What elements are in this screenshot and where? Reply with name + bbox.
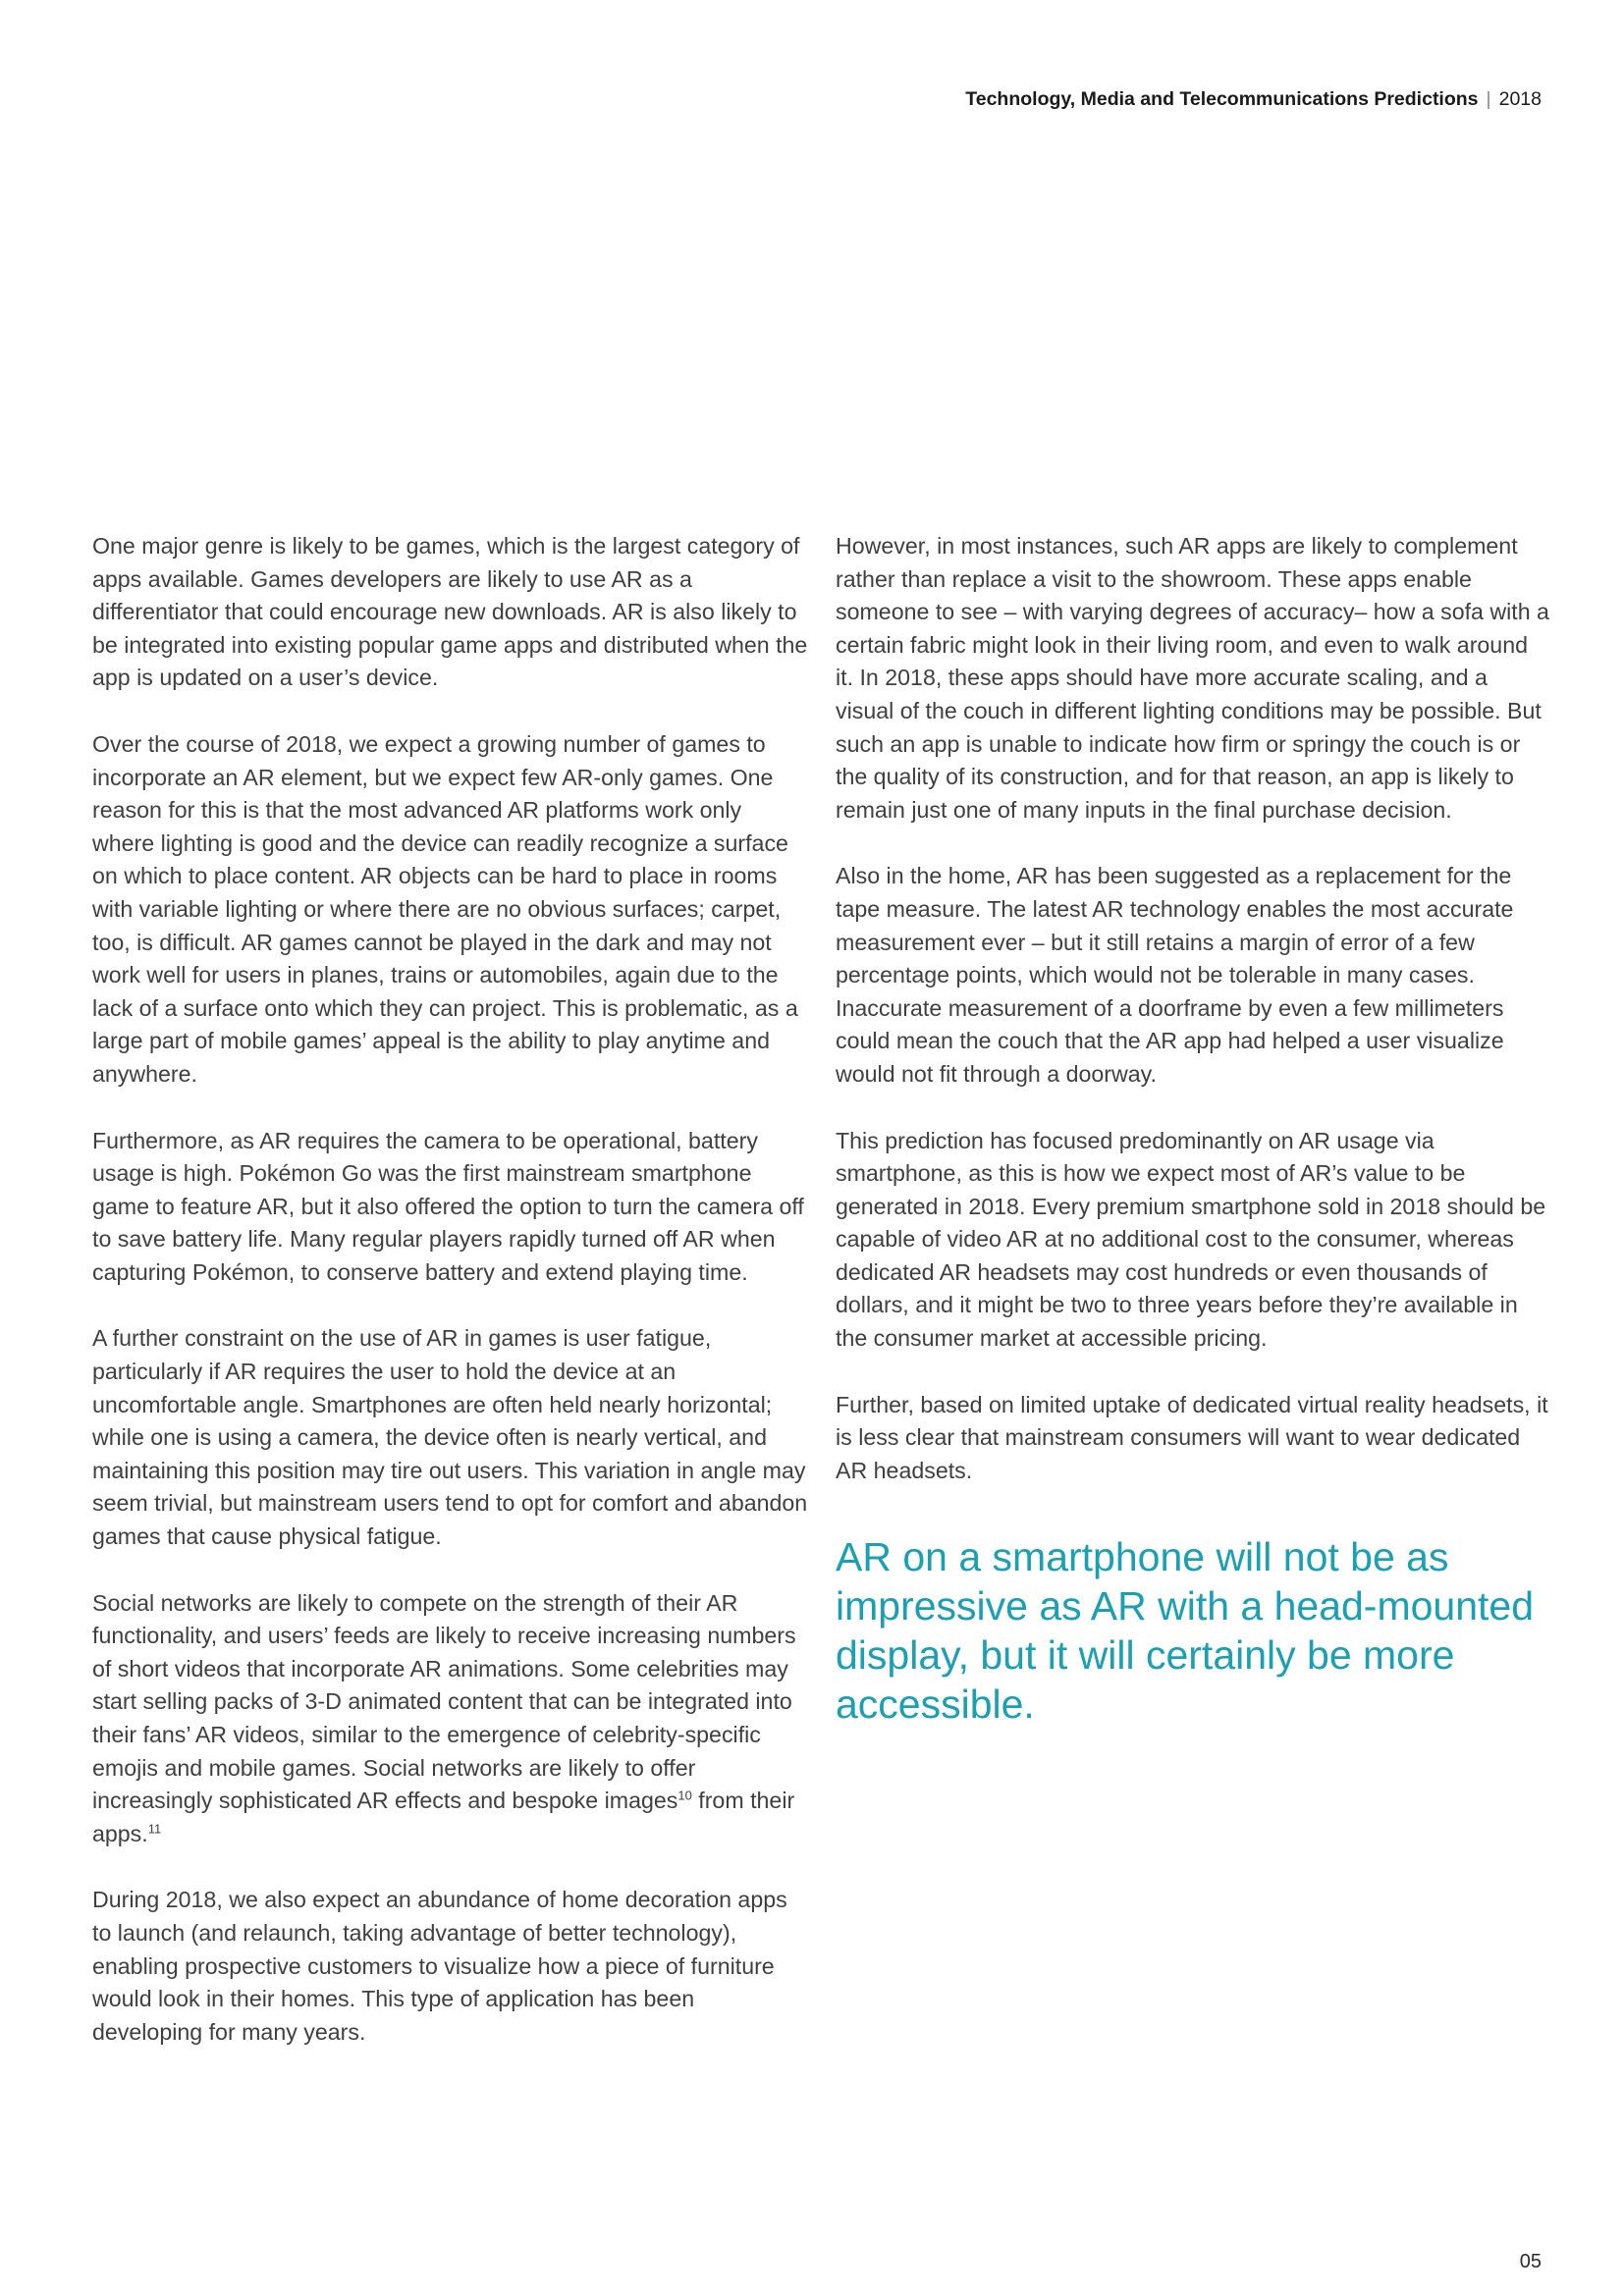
header-year: 2018 xyxy=(1498,88,1542,110)
header-separator: | xyxy=(1486,88,1491,110)
paragraph-home-decoration: During 2018, we also expect an abundance of home decoration apps to launch (and relaunch, taking advantage of better technology), enabling prospective customers to visualize how a piece of furniture would look in their homes. This type of application has been developing for many years. xyxy=(92,1887,787,2045)
paragraph-showroom: However, in most instances, such AR apps are likely to complement rather than replace a visit to the showroom. These apps enable someone to see – with varying degrees of accuracy– how a sofa with a certain fabric might look in their living room, and even to walk around it. In 2018, these apps should have more accurate scaling, and a visual of the couch in different lighting conditions may be possible. But such an app is unable to indicate how firm or springy the couch is or the quality of its construction, and for that reason, an app is likely to remain just one of many inputs in the final purchase decision. xyxy=(836,533,1549,823)
right-column xyxy=(836,530,1550,1729)
paragraph-smartphone-focus: This prediction has focused predominantly on AR usage via smartphone, as this is how we expect most of AR’s value to be generated in 2018. Every premium smartphone sold in 2018 should be capable of video AR at no additional cost to the consumer, whereas dedicated AR headsets may cost hundreds or even thousands of dollars, and it might be two to three years before they’re available in the consumer market at accessible pricing. xyxy=(836,1127,1546,1352)
paragraph-user-fatigue: A further constraint on the use of AR in games is user fatigue, particularly if AR requires the user to hold the device at an uncomfortable angle. Smartphones are often held nearly horizontal; while one is using a camera, the device often is nearly vertical, and maintaining this position may tire out users. This variation in angle may seem trivial, but mainstream users tend to opt for comfort and abandon games that cause physical fatigue. xyxy=(92,1325,808,1550)
running-header xyxy=(965,88,1542,111)
pull-quote: AR on a smartphone will not be as impressive as AR with a head-mounted display, but it will certainly be more accessible. xyxy=(836,1534,1535,1728)
paragraph-battery-usage: Furthermore, as AR requires the camera to be operational, battery usage is high. Pokémon Go was the first mainstream smartphone game to feature AR, but it also offered the option to turn the camera off to save battery life. Many regular players rapidly turned off AR when capturing Pokémon, to conserve battery and extend playing time. xyxy=(92,1127,804,1285)
footnote-ref-10: 10 xyxy=(677,1788,692,1803)
footnote-ref-11: 11 xyxy=(147,1821,162,1837)
page-number: 05 xyxy=(1519,2251,1542,2272)
paragraph-social-networks xyxy=(92,1587,809,1851)
paragraph-games-genre: One major genre is likely to be games, which is the largest category of apps available. Games developers are likely to use AR as a differentiator that could encourage new downloads. AR is also likely to be integrated into existing popular game apps and distributed when the app is updated on a user’s device. xyxy=(92,533,808,691)
paragraph-ar-games-2018: Over the course of 2018, we expect a growing number of games to incorporate an AR element, but we expect few AR-only games. One reason for this is that the most advanced AR platforms work only where lighting is good and the device can readily recognize a surface on which to place content. AR objects can be hard to place in rooms with variable lighting or where there are no obvious surfaces; carpet, too, is difficult. AR games cannot be played in the dark and may not work well for users in planes, trains or automobiles, again due to the lack of a surface onto which they can project. This is problematic, as a large part of mobile games’ appeal is the ability to play anytime and anywhere. xyxy=(92,730,798,1087)
social-networks-text-end: from their apps. xyxy=(92,1788,795,1846)
paragraph-tape-measure: Also in the home, AR has been suggested as a replacement for the tape measure. The latest AR technology enables the most accurate measurement ever – but it still retains a margin of error of a few percentage points, which would not be tolerable in many cases. Inaccurate measurement of a doorframe by even a few millimeters could mean the couch that the AR app had helped a user visualize would not fit through a doorway. xyxy=(836,863,1514,1087)
paragraph-headsets: Further, based on limited uptake of dedicated virtual reality headsets, it is less clear that mainstream consumers will want to wear dedicated AR headsets. xyxy=(836,1391,1548,1483)
social-networks-text: Social networks are likely to compete on the strength of their AR functionality, and users’ feeds are likely to receive increasing numbers of short videos that incorporate AR animations. Some celebrities may start selling packs of 3-D animated content that can be integrated into their fans’ AR videos, similar to the emergence of celebrity-specific emojis and mobile games. Social networks are likely to offer increasingly sophisticated AR effects and bespoke images xyxy=(92,1589,796,1814)
left-column xyxy=(92,530,809,2082)
header-title: Technology, Media and Telecommunications Predictions xyxy=(965,88,1479,110)
